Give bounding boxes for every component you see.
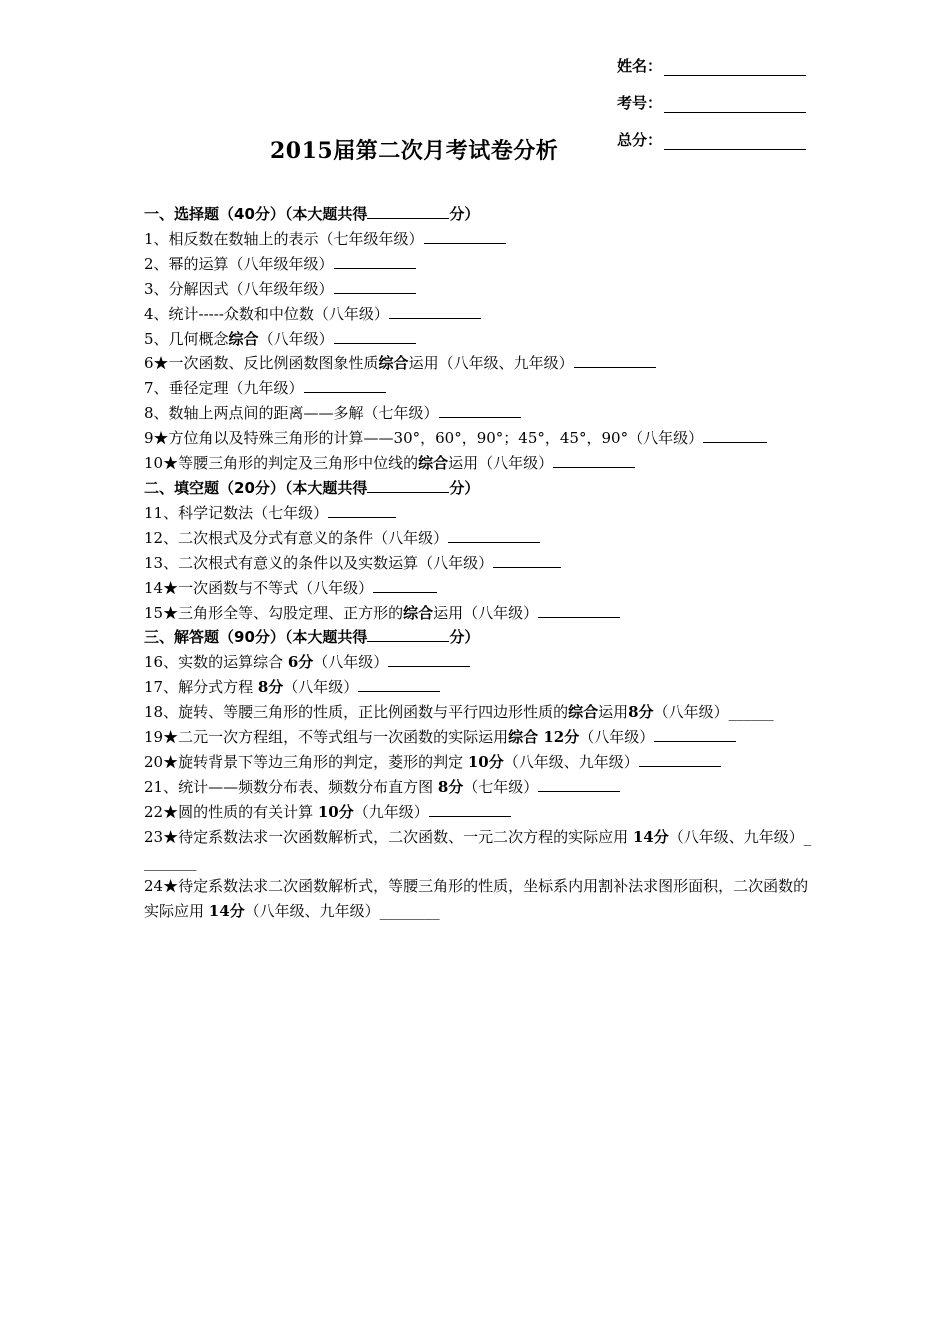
list-item: 15★三角形全等、勾股定理、正方形的综合运用（八年级） bbox=[144, 601, 812, 626]
answer-blank[interactable] bbox=[358, 676, 440, 692]
list-item: 17、解分式方程 8分（八年级） bbox=[144, 675, 812, 700]
answer-blank[interactable] bbox=[429, 801, 511, 817]
name-label: 姓名： bbox=[617, 57, 663, 75]
name-field bbox=[617, 56, 806, 76]
section-score-blank[interactable] bbox=[367, 203, 449, 219]
exam-number-field bbox=[617, 93, 806, 113]
list-item: 23★待定系数法求一次函数解析式，二次函数、一元二次方程的实际应用 14分（八年级、九年级）________ bbox=[144, 827, 812, 871]
list-item: 16、实数的运算综合 6分（八年级） bbox=[144, 650, 812, 675]
list-item: 5、几何概念综合（八年级） bbox=[144, 327, 812, 352]
answer-blank[interactable] bbox=[654, 726, 736, 742]
list-item: 12、二次根式及分式有意义的条件（八年级） bbox=[144, 526, 812, 551]
list-item: 19★二元一次方程组，不等式组与一次函数的实际运用综合 12分（八年级） bbox=[144, 725, 812, 750]
answer-blank[interactable] bbox=[538, 776, 620, 792]
question-list bbox=[144, 202, 812, 924]
list-item: 9★方位角以及特殊三角形的计算——30°，60°，90°；45°，45°，90°（八年级） bbox=[144, 426, 812, 451]
list-item: 6★一次函数、反比例函数图象性质综合运用（八年级、九年级） bbox=[144, 351, 812, 376]
list-item: 22★圆的性质的有关计算 10分（九年级） bbox=[144, 800, 812, 825]
answer-blank[interactable] bbox=[448, 527, 540, 543]
answer-blank[interactable] bbox=[328, 502, 396, 518]
answer-blank[interactable] bbox=[334, 253, 416, 269]
exam-number-blank[interactable] bbox=[664, 96, 806, 113]
answer-blank[interactable] bbox=[373, 577, 437, 593]
answer-blank[interactable] bbox=[439, 402, 521, 418]
list-item: 11、科学记数法（七年级） bbox=[144, 501, 812, 526]
list-item: 2、幂的运算（八年级年级） bbox=[144, 252, 812, 277]
answer-blank[interactable] bbox=[703, 427, 767, 443]
answer-blank[interactable] bbox=[334, 278, 416, 294]
answer-blank[interactable] bbox=[424, 228, 506, 244]
section-heading-fill: 二、填空题（20分）（本大题共得 分） bbox=[144, 478, 480, 497]
list-item: 24★待定系数法求二次函数解析式，等腰三角形的性质，坐标系内用割补法求图形面积，二次函数的实际应用 14分（八年级、九年级）________ bbox=[144, 877, 809, 921]
exam-number-label: 考号： bbox=[617, 94, 663, 112]
list-item: 21、统计——频数分布表、频数分布直方图 8分（七年级） bbox=[144, 775, 812, 800]
list-item: 4、统计-----众数和中位数（八年级） bbox=[144, 302, 812, 327]
total-score-label: 总分： bbox=[617, 131, 663, 149]
answer-blank[interactable] bbox=[553, 452, 635, 468]
answer-blank[interactable] bbox=[304, 377, 386, 393]
answer-blank[interactable] bbox=[388, 651, 470, 667]
list-item: 3、分解因式（八年级年级） bbox=[144, 277, 812, 302]
answer-blank[interactable] bbox=[493, 552, 561, 568]
list-item: 7、垂径定理（九年级） bbox=[144, 376, 812, 401]
total-score-field bbox=[617, 130, 806, 150]
name-blank[interactable] bbox=[664, 59, 806, 76]
list-item: 18、旋转、等腰三角形的性质，正比例函数与平行四边形性质的综合运用8分（八年级）______ bbox=[144, 703, 774, 722]
list-item: 8、数轴上两点间的距离——多解（七年级） bbox=[144, 401, 812, 426]
list-item: 20★旋转背景下等边三角形的判定，菱形的判定 10分（八年级、九年级） bbox=[144, 750, 812, 775]
section-heading-choice: 一、选择题（40分）（本大题共得 分） bbox=[144, 205, 480, 223]
answer-blank[interactable] bbox=[538, 602, 620, 618]
answer-blank[interactable] bbox=[389, 303, 481, 319]
list-item: 10★等腰三角形的判定及三角形中位线的综合运用（八年级） bbox=[144, 451, 812, 476]
section-heading-solve: 三、解答题（90分）（本大题共得 分） bbox=[144, 628, 480, 647]
list-item: 1、相反数在数轴上的表示（七年级年级） bbox=[144, 227, 812, 252]
answer-blank[interactable] bbox=[639, 751, 721, 767]
list-item: 13、二次根式有意义的条件以及实数运算（八年级） bbox=[144, 551, 812, 576]
section-score-blank[interactable] bbox=[367, 626, 449, 642]
page-title: 2015届第二次月考试卷分析 bbox=[270, 138, 559, 164]
total-score-blank[interactable] bbox=[664, 133, 806, 150]
answer-blank[interactable] bbox=[574, 352, 656, 368]
section-score-blank[interactable] bbox=[367, 477, 449, 493]
answer-blank[interactable] bbox=[334, 328, 416, 344]
list-item: 14★一次函数与不等式（八年级） bbox=[144, 576, 812, 601]
